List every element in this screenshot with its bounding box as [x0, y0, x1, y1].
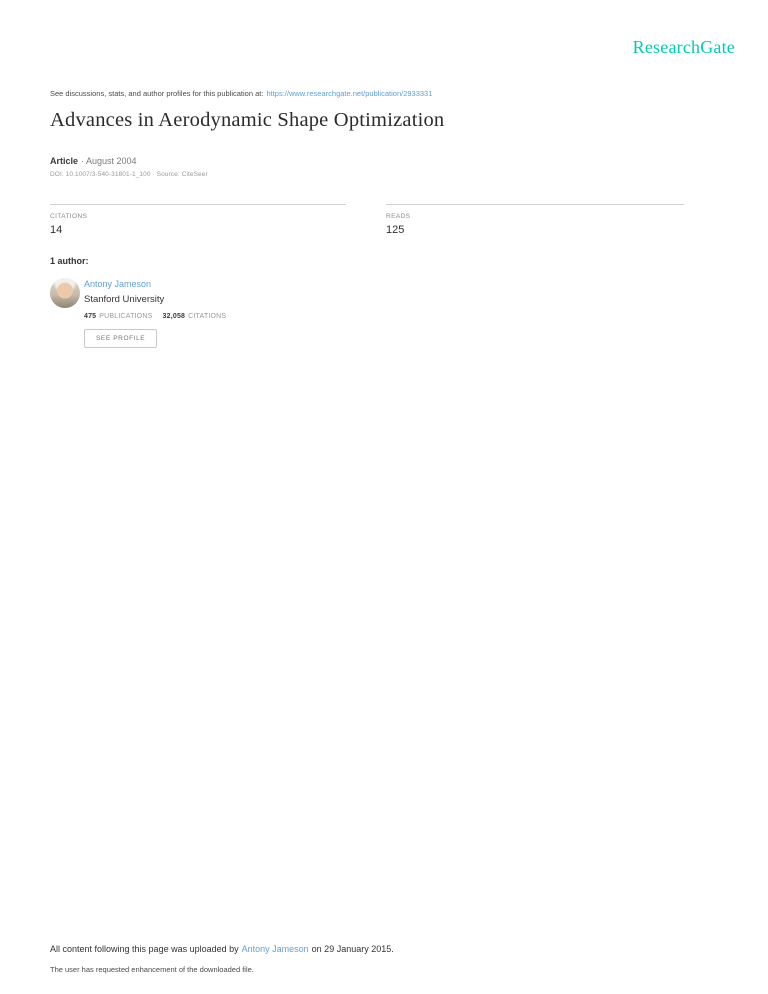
reads-stat: [386, 204, 684, 236]
page-title: Advances in Aerodynamic Shape Optimization: [50, 109, 445, 131]
article-meta: [50, 156, 137, 166]
see-profile-button[interactable]: SEE PROFILE: [84, 329, 157, 348]
reads-label: READS: [386, 213, 411, 220]
author-affiliation: Stanford University: [84, 294, 165, 305]
enhancement-note: The user has requested enhancement of the downloaded file.: [50, 965, 254, 974]
discussion-note: [50, 89, 432, 98]
author-publications-label: PUBLICATIONS: [99, 313, 153, 320]
author-citations-label: CITATIONS: [188, 313, 227, 320]
researchgate-logo: ResearchGate: [632, 37, 735, 57]
author-publications-value: 475: [84, 313, 97, 320]
discussion-note-text: See discussions, stats, and author profiles for this publication at:: [50, 89, 264, 98]
citations-value: 14: [50, 224, 63, 236]
reads-value: 125: [386, 224, 405, 236]
authors-count-label: 1 author:: [50, 256, 89, 266]
upload-note-prefix: All content following this page was uploaded by: [50, 944, 239, 954]
uploader-name-link[interactable]: Antony Jameson: [241, 944, 309, 954]
author-stats: [84, 313, 226, 320]
upload-note: [50, 944, 394, 954]
author-avatar[interactable]: [50, 278, 80, 308]
citations-stat: [50, 204, 346, 236]
upload-note-suffix: on 29 January 2015.: [311, 944, 394, 954]
citations-label: CITATIONS: [50, 213, 88, 220]
author-name-link[interactable]: Antony Jameson: [84, 279, 152, 289]
author-citations-value: 32,058: [162, 313, 186, 320]
article-type-label: Article: [50, 156, 79, 166]
article-date: · August 2004: [81, 156, 137, 166]
doi-line: DOI: 10.1007/3-540-31801-1_100 · Source: CiteSeer: [50, 171, 208, 178]
publication-url-link[interactable]: https://www.researchgate.net/publication/2933331: [266, 89, 433, 98]
author-card: [50, 276, 226, 348]
author-info: [84, 279, 226, 320]
